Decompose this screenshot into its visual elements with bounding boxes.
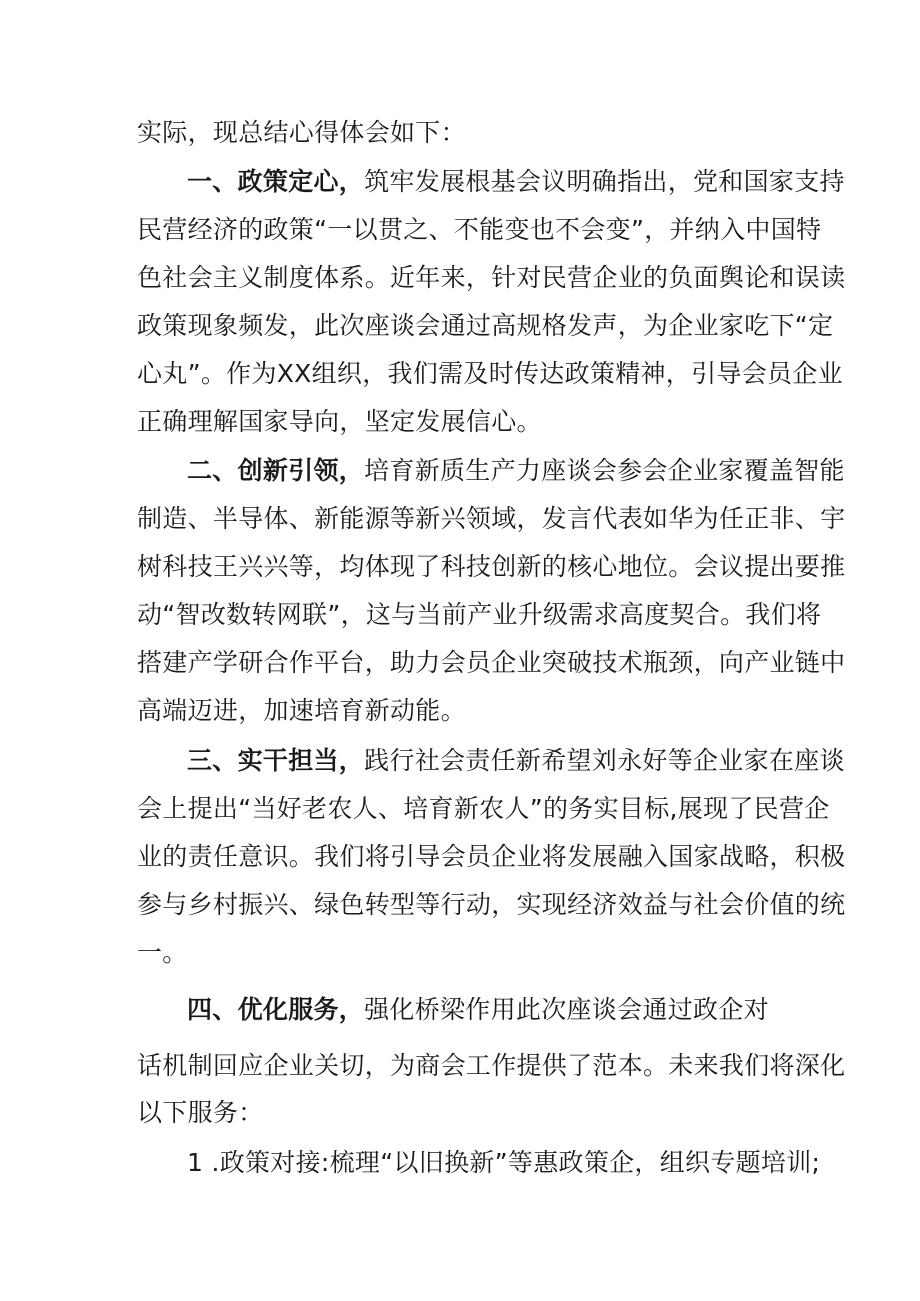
- text-line: 业的责任意识。我们将引导会员企业将发展融入国家战略，积极: [137, 842, 846, 871]
- text-run: 践行社会责任新希望刘永好等企业家在座谈: [364, 746, 845, 775]
- text-line: 一。: [137, 938, 188, 967]
- section-heading: 一、政策定心，: [187, 167, 365, 196]
- text-line: 以下服务：: [137, 1098, 264, 1127]
- text-line: 民营经济的政策“一以贯之、不能变也不会变”，并纳入中国特: [137, 215, 822, 244]
- text-line: 心丸”。作为XX组织，我们需及时传达政策精神，引导会员企业: [137, 359, 843, 388]
- text-line: [187, 162, 845, 202]
- text-line: 制造、半导体、新能源等新兴领域，发言代表如华为任正非、宇: [137, 504, 846, 533]
- text-run: 培育新质生产力座谈会参会企业家覆盖智能: [364, 456, 845, 485]
- text-line: [187, 451, 845, 491]
- text-line: 色社会主义制度体系。近年来，针对民营企业的负面舆论和误读: [137, 263, 846, 292]
- text-line: 会上提出“当好老农人、培育新农人”的务实目标,展现了民营企: [137, 794, 830, 823]
- text-line: [187, 741, 845, 781]
- text-line: 正确理解国家导向，坚定发展信心。: [137, 407, 542, 436]
- text-line: 政策现象频发，此次座谈会通过高规格发声，为企业家吃下“定: [137, 311, 834, 340]
- text-line: 搭建产学研合作平台，助力会员企业突破技术瓶颈，向产业链中: [137, 648, 846, 677]
- section-heading: 二、创新引领，: [187, 456, 365, 485]
- text-line: 话机制回应企业关切，为商会工作提供了范本。未来我们将深化: [137, 1051, 846, 1080]
- text-line: 高端迈进，加速培育新动能。: [137, 696, 466, 725]
- text-line: 实际，现总结心得体会如下：: [137, 118, 466, 147]
- text-run: 筑牢发展根基会议明确指出，党和国家支持: [364, 167, 845, 196]
- section-heading: 三、实干担当，: [187, 746, 365, 775]
- section-heading: 四、优化服务，: [187, 995, 365, 1024]
- list-item: 1 .政策对接:梳理“以旧换新”等惠政策企，组织专题培训;: [187, 1148, 821, 1177]
- text-line: 树科技王兴兴等，均体现了科技创新的核心地位。会议提出要推: [137, 552, 846, 581]
- text-run: 强化桥梁作用此次座谈会通过政企对: [364, 995, 769, 1024]
- text-line: 参与乡村振兴、绿色转型等行动，实现经济效益与社会价值的统: [137, 890, 846, 919]
- text-line: [187, 990, 769, 1030]
- text-line: 动“智改数转网联”，这与当前产业升级需求高度契合。我们将: [137, 600, 822, 629]
